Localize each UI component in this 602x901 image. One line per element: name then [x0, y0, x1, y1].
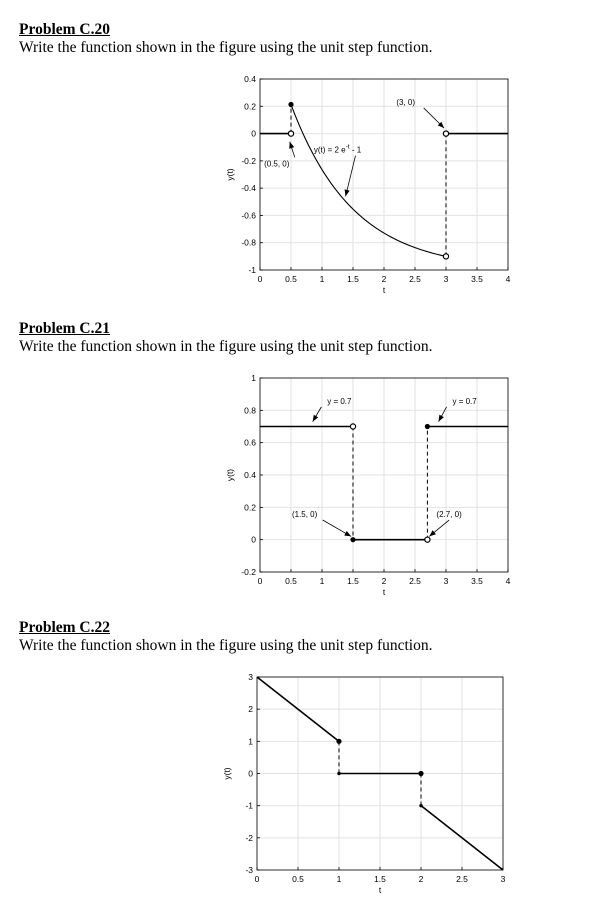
problem-description: Write the function shown in the figure using the unit step function. — [19, 637, 433, 654]
annotation-label: (0.5, 0) — [264, 159, 290, 169]
x-tick-label: 2.5 — [456, 874, 468, 884]
x-axis-label: t — [378, 885, 382, 895]
x-tick-label: 4 — [505, 576, 511, 586]
y-tick-label: 0.6 — [244, 437, 256, 448]
point-marker — [337, 772, 340, 775]
y-tick-label: -3 — [245, 865, 253, 875]
x-tick-label: 1.5 — [347, 274, 359, 284]
annotation-label: (3, 0) — [396, 97, 416, 107]
problem-description: Write the function shown in the figure using the unit step function. — [19, 338, 433, 355]
y-tick-label: 0 — [248, 768, 253, 779]
y-axis-label: y(t) — [222, 767, 232, 780]
y-tick-label: 1 — [251, 373, 256, 383]
x-tick-label: 1.5 — [374, 874, 386, 884]
y-tick-label: 0.8 — [244, 405, 256, 416]
y-tick-label: -0.4 — [241, 183, 256, 194]
annotation-label: y = 0.7 — [327, 396, 352, 406]
x-axis-label: t — [382, 587, 386, 597]
y-tick-label: 2 — [248, 704, 253, 715]
x-tick-label: 1 — [319, 576, 325, 586]
annotation-label: y(t) = 2 $e^{-t} - 1$ — [313, 143, 362, 155]
y-tick-label: -1 — [245, 800, 253, 811]
point-marker — [419, 804, 422, 807]
x-tick-label: 0 — [257, 274, 263, 284]
y-tick-label: -0.2 — [241, 155, 256, 166]
x-tick-label: 4 — [505, 274, 511, 284]
x-tick-label: 3 — [500, 874, 506, 884]
x-tick-label: 0.5 — [285, 576, 297, 586]
x-tick-label: 1 — [319, 274, 325, 284]
y-tick-label: 0.2 — [244, 101, 256, 112]
problem-title: Problem C.21 — [19, 320, 110, 337]
y-tick-label: 0.4 — [244, 74, 256, 84]
y-tick-label: 1 — [248, 736, 253, 747]
y-tick-label: -0.6 — [241, 210, 256, 221]
x-tick-label: 2 — [381, 274, 387, 284]
x-tick-label: 3 — [443, 274, 449, 284]
problem-title: Problem C.22 — [19, 619, 110, 636]
x-tick-label: 2 — [418, 874, 424, 884]
annotation-label: y = 0.7 — [452, 396, 477, 406]
y-tick-label: 3 — [248, 672, 253, 682]
y-tick-label: -0.8 — [241, 237, 256, 248]
x-tick-label: 3 — [443, 576, 449, 586]
x-axis-label: t — [382, 285, 386, 295]
x-tick-label: 0 — [254, 874, 260, 884]
x-tick-label: 3.5 — [471, 576, 483, 586]
x-tick-label: 2 — [381, 576, 387, 586]
problem-description: Write the function shown in the figure using the unit step function. — [19, 39, 433, 56]
x-tick-label: 1.5 — [347, 576, 359, 586]
x-tick-label: 0.5 — [285, 274, 297, 284]
filled-point-marker — [336, 739, 341, 744]
y-tick-label: -1 — [248, 265, 256, 275]
x-tick-label: 1 — [336, 874, 342, 884]
x-tick-label: 2.5 — [409, 576, 421, 586]
y-tick-label: -0.2 — [241, 567, 256, 577]
problem-title: Problem C.20 — [19, 21, 110, 38]
y-tick-label: 0.2 — [244, 502, 256, 513]
y-tick-label: 0 — [251, 128, 256, 139]
filled-point-marker — [418, 771, 423, 776]
annotation-label: (1.5, 0) — [291, 510, 318, 520]
y-axis-label: y(t) — [225, 168, 235, 181]
y-tick-label: -2 — [245, 832, 253, 843]
x-tick-label: 0 — [257, 576, 263, 586]
x-tick-label: 3.5 — [471, 274, 483, 284]
x-tick-label: 2.5 — [409, 274, 421, 284]
x-tick-label: 0.5 — [292, 874, 304, 884]
y-tick-label: 0.4 — [244, 470, 256, 480]
y-tick-label: 0 — [251, 534, 256, 545]
annotation-label: (2.7, 0) — [436, 510, 462, 520]
y-axis-label: y(t) — [225, 468, 235, 482]
